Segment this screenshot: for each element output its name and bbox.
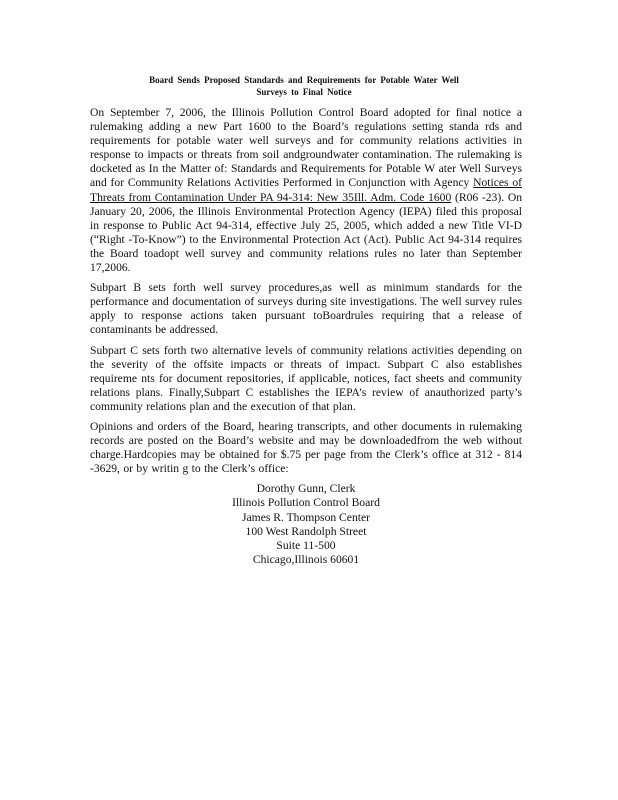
- clerk-address-block: [90, 482, 522, 567]
- paragraph-final-notice: [90, 106, 522, 275]
- paragraph-subpart-b: Subpart B sets forth well survey procedures,as well as minimum standards for the performance and documentation of surveys during site investigations. The well survey rules apply to response actions taken pursuant toBoardrules requiring that a release of contaminants be addressed.: [90, 281, 522, 337]
- document-body: [90, 106, 522, 567]
- address-line-city: Chicago,Illinois 60601: [252, 552, 360, 566]
- paragraph-documents: Opinions and orders of the Board, hearing transcripts, and other documents in rulemaking records are posted on the Board’s website and may be downloadedfrom the web without charge.Hardcopies may be obtained for $.75 per page from the Clerk’s office at 312 - 814 -3629, or by writin g to the Clerk’s office:: [90, 419, 522, 476]
- address-line-board: Illinois Pollution Control Board: [232, 496, 380, 510]
- address-line-building: James R. Thompson Center: [242, 510, 370, 524]
- title-line-2: Surveys to Final Notice: [256, 87, 352, 97]
- paragraph-1-rest: (R06 -23). On January 20, 2006, the Illinois Environmental Protection Agency (IEPA) filed this proposal in response to Public Act 94-314, effective July 25, 2005, which added a new Title VI-D (“Right -To-Know”) to the Environmental Protection Act (Act). Public Act 94-314 requires the Board toadopt well survey and community relations rules no later than September 17,2006.: [90, 190, 522, 275]
- paragraph-1-intro: On September 7, 2006, the Illinois Pollution Control Board adopted for final notice a rulemaking adding a new Part 1600 to the Board’s regulations setting standa rds and requirements for potable water well surveys and for community relations activities in response to impacts or threats from soil andgroundwater contamination. The rulemaking is docketed as In the Matter of: Standards and Requirements for Potable W ater Well Surveys and for Community Relations Activities Performed in Conjunction with Agency: [90, 106, 522, 190]
- address-line-street: 100 West Randolph Street: [245, 524, 367, 538]
- address-line-suite: Suite 11-500: [276, 538, 336, 552]
- paragraph-subpart-c: Subpart C sets forth two alternative levels of community relations activities depending on the severity of the offsite impacts or threats of impact. Subpart C also establishes requireme nts for document repositories, if applicable, notices, fact sheets and community relations plans. Finally,Subpart C establishes the IEPA’s review of anauthorized party’s community relations plan and the execution of that plan.: [90, 343, 522, 413]
- docket-title-underlined: Notices of Threats from Contamination Under PA 94-314: New 35Ill. Adm. Code 1600: [90, 176, 522, 204]
- address-line-name: Dorothy Gunn, Clerk: [256, 482, 356, 496]
- document-title: [90, 74, 518, 98]
- title-line-1: Board Sends Proposed Standards and Requirements for Potable Water Well: [149, 75, 459, 85]
